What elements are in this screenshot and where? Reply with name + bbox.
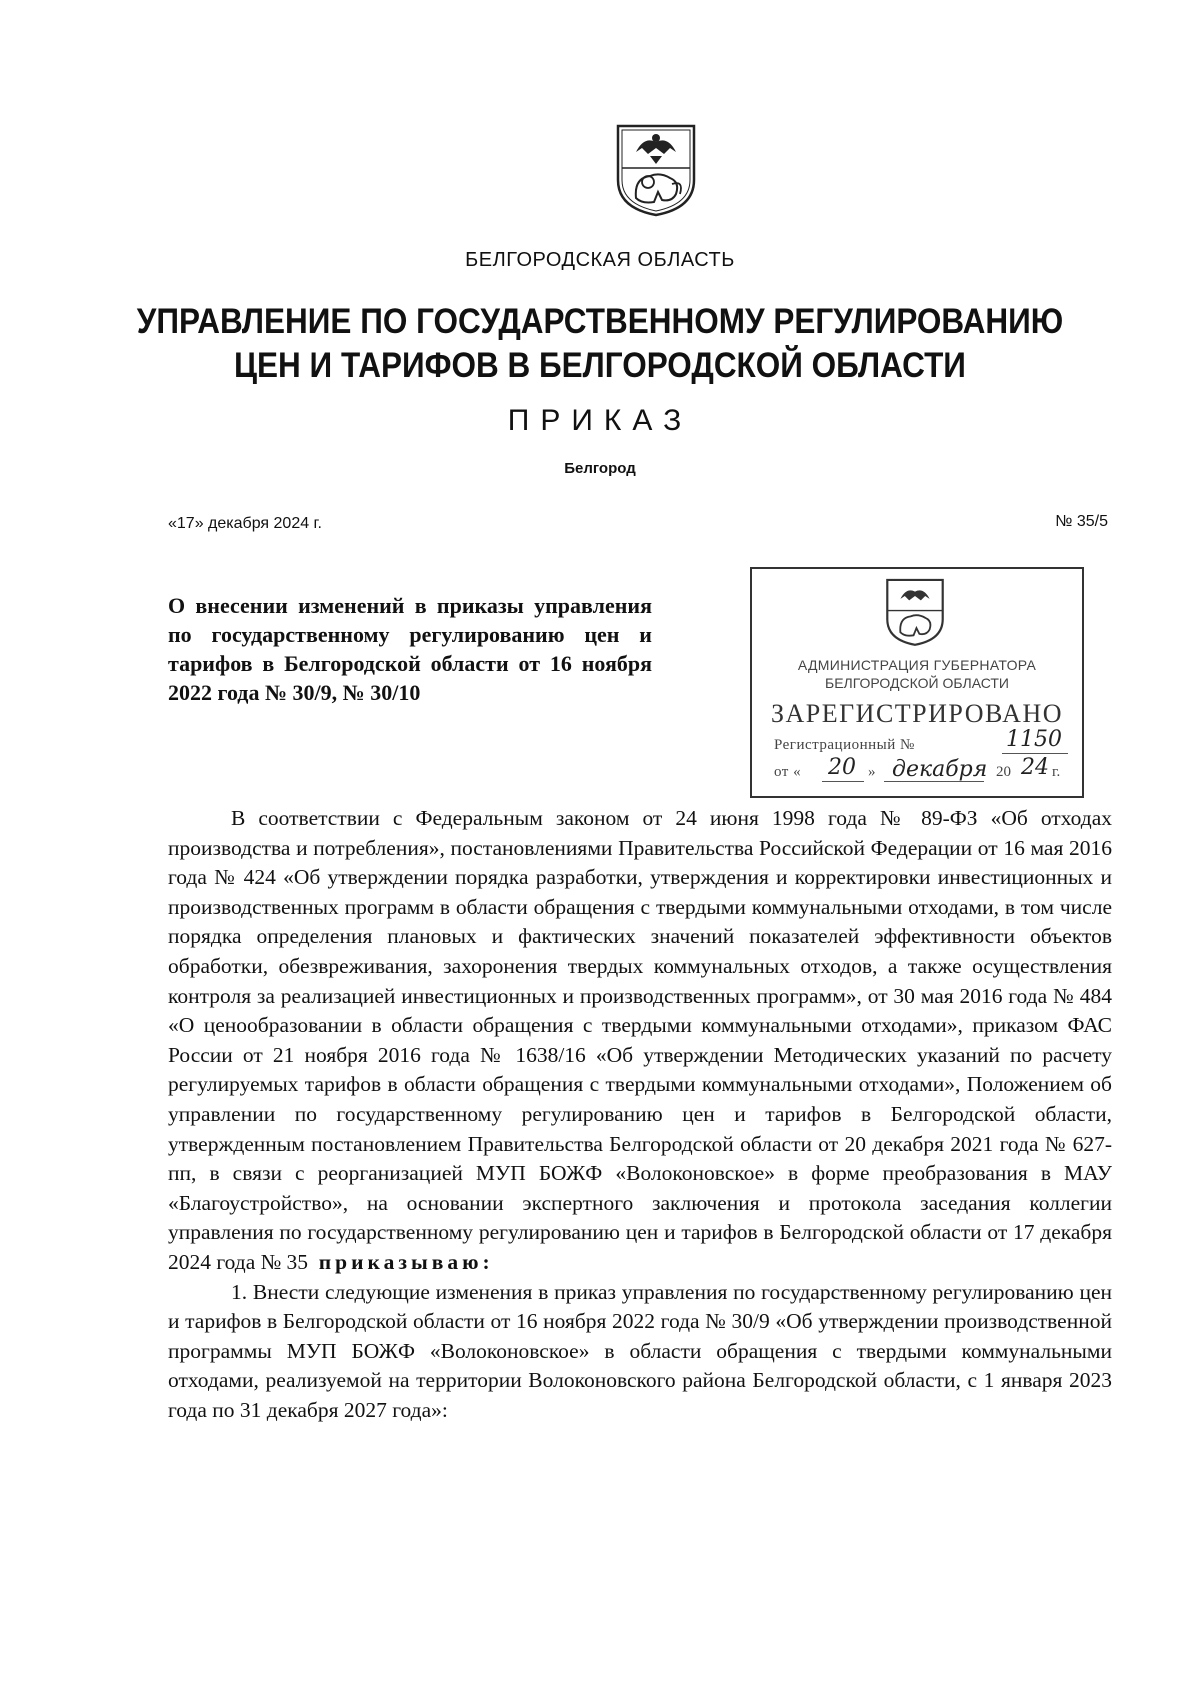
region-title: БЕЛГОРОДСКАЯ ОБЛАСТЬ — [465, 249, 735, 271]
registration-stamp — [750, 567, 1084, 798]
document-number: № 35/5 — [1055, 513, 1108, 530]
stamp-year-suffix: 24 — [1021, 755, 1049, 780]
document-body — [168, 804, 1112, 1425]
preamble-text: В соответствии с Федеральным законом от 24 июня 1998 года № 89-ФЗ «Об отходах производства и потребления», постановлениями Правительства Российской Федерации от 16 мая 2016 года № 424 «Об утверждении порядка разработки, утверждения и корректировки инвестиционных и производственных программ в области обращения с твердыми коммунальными отходами, в том числе порядка определения плановых и фактических значений показателей эффективности объектов обработки, обезвреживания, захоронения твердых коммунальных отходов, а также осуществления контроля за реализацией инвестиционных и производственных программ», от 30 мая 2016 года № 484 «О ценообразовании в области обращения с твердыми коммунальными отходами», приказом ФАС России от 21 ноября 2016 года № 1638/16 «Об утверждении Методических указаний по расчету регулируемых тарифов в области обращения с твердыми коммунальными отходами», Положением об управлении по государственному регулированию цен и тарифов в Белгородской области, утвержденным постановлением Правительства Белгородской области от 20 декабря 2021 года № 627-пп, в связи с реорганизацией МУП БОЖФ «Волоконовское» в форме преобразования в МАУ «Благоустройство», на основании экспертного заключения и протокола заседания коллегии управления по государственному регулированию цен и тарифов в Белгородской области от 17 декабря 2024 года № 35 — [168, 806, 1112, 1274]
item-1-paragraph: 1. Внести следующие изменения в приказ управления по государственному регулированию цен и тарифов в Белгородской области от 16 ноября 2022 года № 30/9 «Об утверждении производственной программы МУП БОЖФ «Волоконовское» в области обращения с твердыми коммунальными отходами, реализуемой на территории Волоконовского района Белгородской области, с 1 января 2023 года по 31 декабря 2027 года»: — [168, 1279, 1112, 1422]
order-word: приказываю: — [318, 1249, 494, 1274]
stamp-reg-underline — [1002, 753, 1068, 754]
document-date: «17» декабря 2024 г. — [168, 515, 322, 532]
stamp-day-underline — [822, 781, 864, 782]
city: Белгород — [564, 460, 636, 477]
stamp-day: 20 — [828, 755, 856, 780]
agency-name — [60, 300, 1140, 388]
document-type: ПРИКАЗ — [507, 404, 693, 437]
stamp-region: БЕЛГОРОДСКОЙ ОБЛАСТИ — [825, 675, 1009, 691]
stamp-coat-of-arms — [882, 577, 948, 647]
stamp-year-prefix: 20 — [996, 764, 1011, 780]
agency-name-line2: ЦЕН И ТАРИФОВ В БЕЛГОРОДСКОЙ ОБЛАСТИ — [234, 346, 966, 385]
stamp-reg-number: 1150 — [1006, 727, 1062, 752]
stamp-year-mark: г. — [1052, 764, 1061, 780]
stamp-reg-label: Регистрационный № — [774, 737, 915, 753]
document-subject: О внесении изменений в приказы управления по государственному регулированию цен и тарифов в Белгородской области от 16 ноября 2022 года № 30/9, № 30/10 — [168, 593, 652, 705]
stamp-from-label: от « — [774, 764, 802, 780]
stamp-registered: ЗАРЕГИСТРИРОВАНО — [771, 699, 1063, 728]
preamble-paragraph — [168, 804, 1112, 1278]
stamp-quote-close: » — [868, 764, 876, 780]
agency-name-line1: УПРАВЛЕНИЕ ПО ГОСУДАРСТВЕННОМУ РЕГУЛИРОВАНИЮ — [136, 302, 1064, 341]
coat-of-arms — [614, 122, 698, 218]
stamp-month: декабря — [892, 757, 988, 782]
stamp-administration: АДМИНИСТРАЦИЯ ГУБЕРНАТОРА — [797, 657, 1037, 673]
